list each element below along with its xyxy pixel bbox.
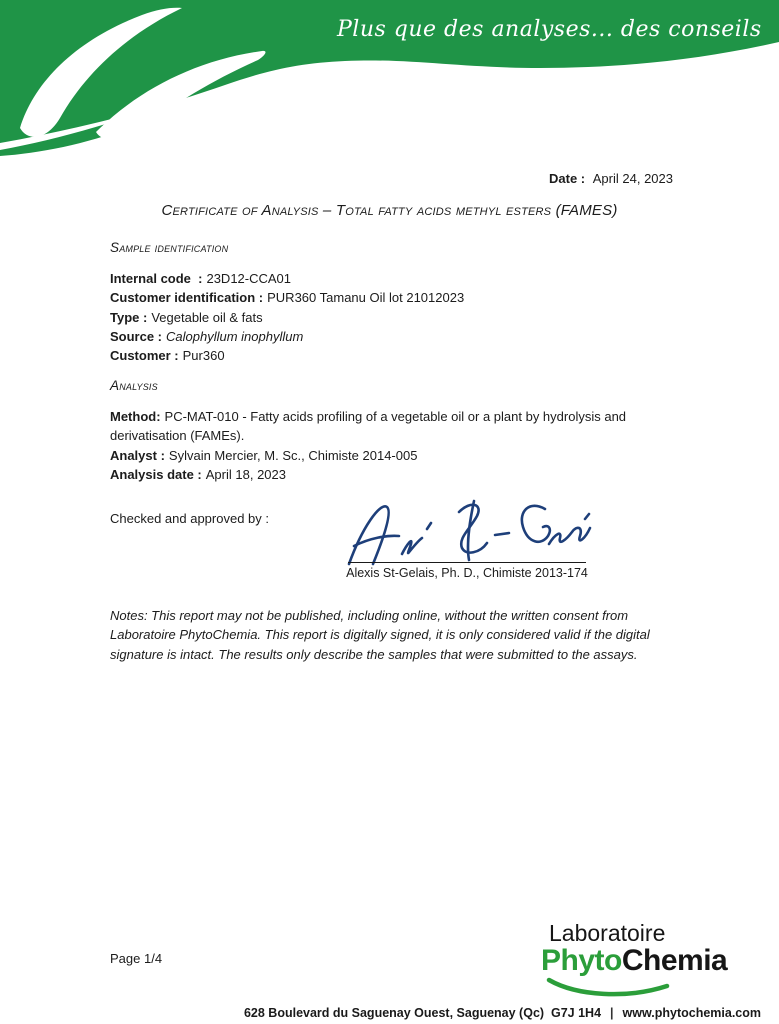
address-separator: | xyxy=(610,1006,614,1020)
field-analysis-date xyxy=(110,465,702,484)
field-label: Method: xyxy=(110,409,161,424)
phytochemia-logo xyxy=(541,920,759,999)
field-value: Sylvain Mercier, M. Sc., Chimiste 2014-005 xyxy=(168,447,418,463)
field-label: Source : xyxy=(110,328,163,344)
report-date xyxy=(549,171,673,186)
logo-brand-black: Chemia xyxy=(621,944,728,977)
field-customer-identification xyxy=(110,288,464,307)
logo-brand-text xyxy=(541,946,759,976)
field-source xyxy=(110,327,464,346)
logo-brand-green: Phyto xyxy=(541,944,622,977)
analysis-details xyxy=(110,407,702,484)
field-customer xyxy=(110,346,464,365)
checked-approved-label: Checked and approved by : xyxy=(110,511,269,526)
date-value: April 24, 2023 xyxy=(592,171,673,186)
field-label: Internal code : xyxy=(110,271,203,286)
field-label: Type : xyxy=(110,309,148,325)
date-label: Date : xyxy=(549,171,586,186)
field-analyst xyxy=(110,446,702,465)
field-value: Pur360 xyxy=(182,348,225,364)
field-method xyxy=(110,407,702,446)
signature-graphic xyxy=(342,498,592,568)
banner-tagline: Plus que des analyses... des conseils xyxy=(337,17,762,42)
field-label: Analyst : xyxy=(110,447,165,463)
field-label: Customer identification : xyxy=(110,290,264,306)
field-value: PUR360 Tamanu Oil lot 21012023 xyxy=(267,290,465,306)
field-label: Customer : xyxy=(110,348,179,364)
section-sample-identification: Sample identification xyxy=(110,240,229,255)
document-title: Certificate of Analysis – Total fatty acids methyl esters (FAMES) xyxy=(161,202,618,219)
signer-name: Alexis St-Gelais, Ph. D., Chimiste 2013-174 xyxy=(346,566,588,580)
logo-laboratoire-text: Laboratoire xyxy=(549,920,666,946)
page-number: Page 1/4 xyxy=(110,951,163,966)
signature-line xyxy=(348,562,586,563)
field-label: Analysis date : xyxy=(110,466,202,482)
footer-address-line xyxy=(230,992,761,1024)
field-value: Vegetable oil & fats xyxy=(151,309,263,325)
section-analysis: Analysis xyxy=(110,378,158,393)
field-type xyxy=(110,308,464,327)
field-value: PC-MAT-010 - Fatty acids profiling of a vegetable oil or a plant by hydrolysis and derivatisation (FAMEs). xyxy=(110,409,627,444)
field-value: April 18, 2023 xyxy=(205,466,286,482)
field-internal-code xyxy=(110,269,464,288)
street-address: 628 Boulevard du Saguenay Ouest, Saguenay (Qc) G7J 1H4 xyxy=(243,1006,602,1020)
field-value: 23D12-CCA01 xyxy=(206,271,292,286)
sample-identification-fields xyxy=(110,269,464,365)
website-url: www.phytochemia.com xyxy=(622,1006,761,1020)
notes-paragraph: Notes: This report may not be published, including online, without the written consent from Laboratoire PhytoChemia. This report is digitally signed, it is only considered valid if the digital signature is intact. The results only describe the samples that were submitted to the assays. xyxy=(110,608,650,662)
field-value: Calophyllum inophyllum xyxy=(166,328,304,344)
